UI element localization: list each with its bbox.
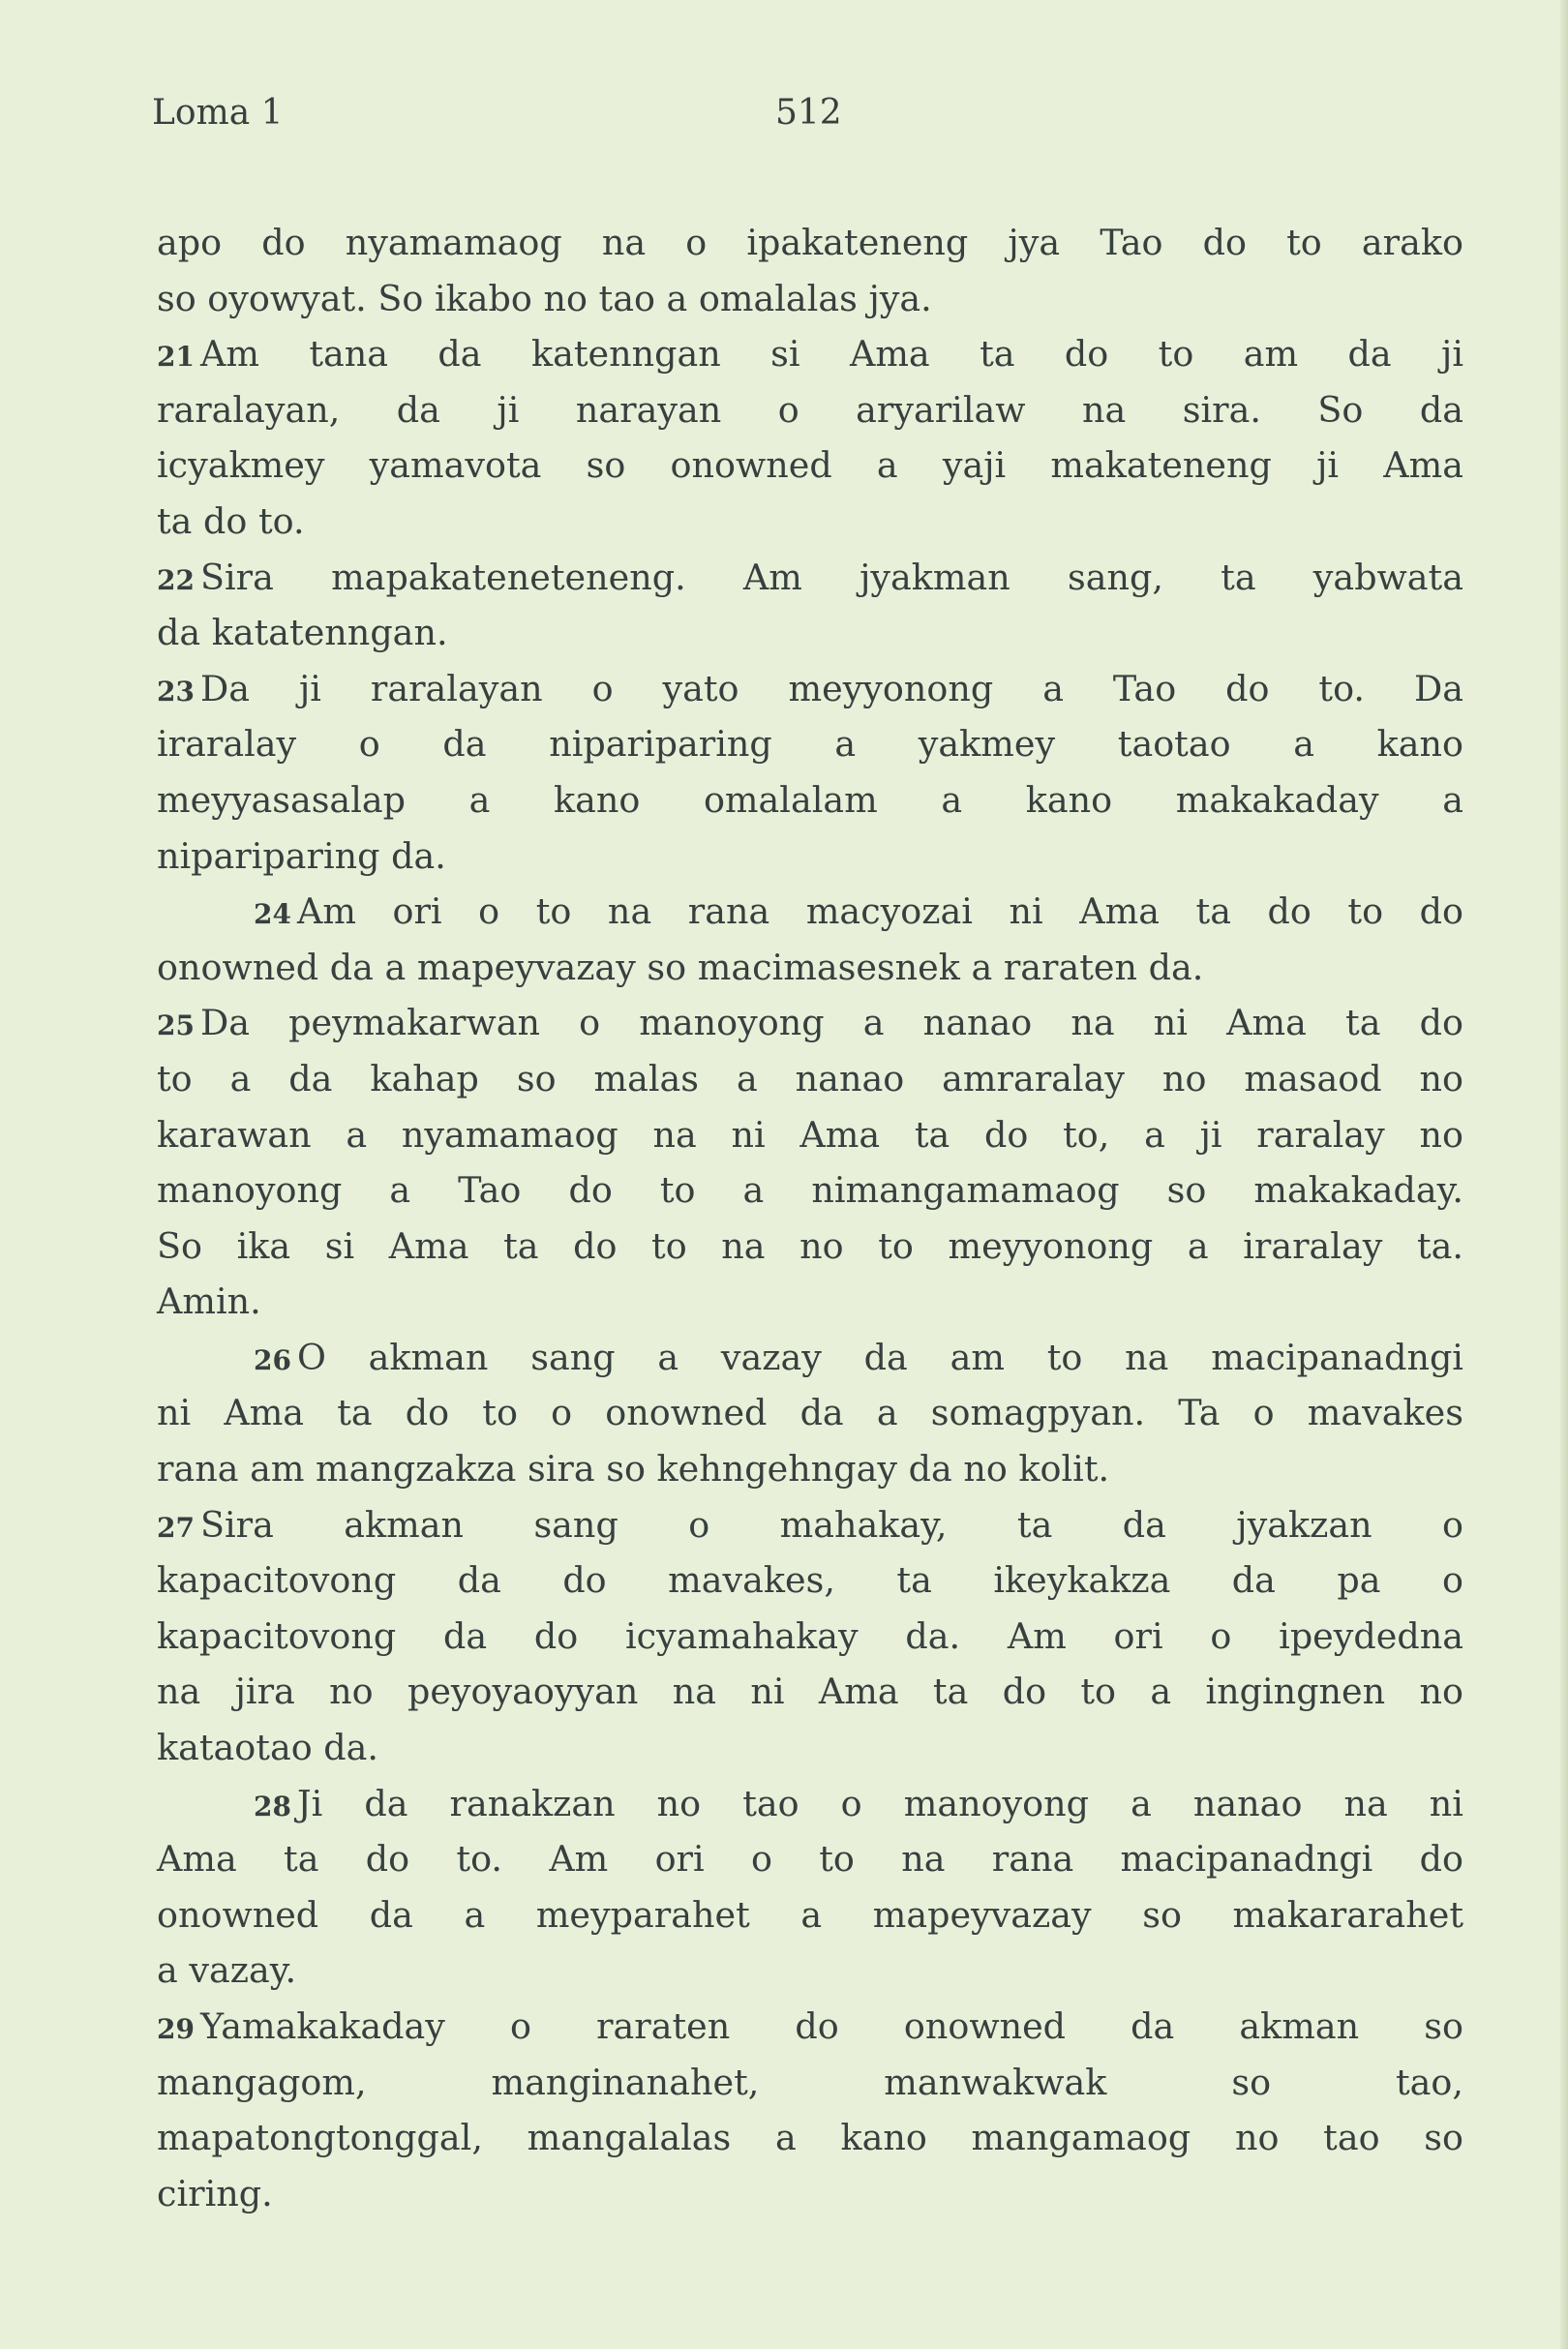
text-line: [157, 1720, 1463, 1776]
text-line: [157, 1552, 1463, 1609]
verse-start-line: [157, 1999, 1463, 2055]
line-text: ciring.: [157, 2172, 273, 2214]
verse-start-line: [157, 1776, 1463, 1832]
text-line: [157, 215, 1463, 271]
text-line: [157, 1831, 1463, 1887]
text-line: [157, 382, 1463, 438]
verse-start-line: [157, 995, 1463, 1051]
verse-number: 22: [157, 563, 195, 596]
text-line: [157, 437, 1463, 494]
line-text: Da ji raralayan o yato meyyonong a Tao do to. Da: [199, 667, 1463, 709]
text-line: [157, 1107, 1463, 1163]
line-text: Yamakakaday o raraten do onowned da akman so: [199, 2005, 1463, 2047]
line-text: onowned da a meyparahet a mapeyvazay so makararahet: [157, 1893, 1463, 1936]
line-text: kapacitovong da do icyamahakay da. Am ori o ipeydedna: [157, 1614, 1463, 1657]
line-text: Am tana da katenngan si Ama ta do to am da ji: [199, 333, 1463, 376]
line-text: mangagom, manginanahet, manwakwak so tao,: [157, 2061, 1463, 2103]
line-text: na jira no peyoyaoyyan na ni Ama ta do to a ingingnen no: [157, 1671, 1463, 1713]
line-text: So ika si Ama ta do to na no to meyyonong a iraralay ta.: [157, 1224, 1463, 1267]
verse-number: 25: [157, 1009, 195, 1042]
text-line: [157, 2055, 1463, 2111]
verse-number: 26: [254, 1343, 291, 1376]
text-line: [157, 2110, 1463, 2166]
line-text: nipariparing da.: [157, 834, 446, 877]
verse-number: 24: [254, 898, 291, 931]
text-line: [157, 716, 1463, 772]
line-text: Ama ta do to. Am ori o to na rana macipanadngi do: [157, 1838, 1463, 1881]
line-text: rana am mangzakza sira so kehngehngay da no kolit.: [157, 1448, 1110, 1491]
line-text: so oyowyat. So ikabo no tao a omalalas jya.: [157, 277, 932, 319]
book-chapter-title: Loma 1: [152, 93, 284, 133]
line-text: raralayan, da ji narayan o aryarilaw na sira. So da: [157, 388, 1463, 431]
running-header: [152, 93, 849, 141]
line-text: Ji da ranakzan no tao o manoyong a nanao na ni: [296, 1782, 1463, 1824]
text-line: [157, 1219, 1463, 1275]
line-text: ni Ama ta do to o onowned da a somagpyan. Ta o mavakes: [157, 1392, 1463, 1434]
text-line: [157, 494, 1463, 550]
text-line: [157, 940, 1463, 996]
text-line: [157, 1942, 1463, 1999]
verse-start-line: [157, 326, 1463, 382]
verse-start-line: [157, 550, 1463, 606]
text-line: [157, 1274, 1463, 1330]
verse-start-line: [157, 661, 1463, 717]
line-text: iraralay o da nipariparing a yakmey taotao a kano: [157, 723, 1463, 766]
line-text: icyakmey yamavota so onowned a yaji makateneng ji Ama: [157, 444, 1463, 487]
page-edge-shadow: [1560, 0, 1568, 2349]
line-text: a vazay.: [157, 1949, 297, 1992]
verse-start-line: [157, 884, 1463, 940]
verse-start-line: [157, 1330, 1463, 1386]
text-line: [157, 828, 1463, 885]
verse-number: 23: [157, 675, 195, 708]
page-number: 512: [775, 93, 842, 133]
line-text: Amin.: [157, 1280, 261, 1323]
line-text: Am ori o to na rana macyozai ni Ama ta do to do: [296, 890, 1463, 933]
text-line: [157, 772, 1463, 828]
text-line: [157, 1609, 1463, 1665]
verse-number: 27: [157, 1511, 195, 1544]
text-line: [157, 2166, 1463, 2222]
line-text: mapatongtonggal, mangalalas a kano mangamaog no tao so: [157, 2117, 1463, 2159]
verse-start-line: [157, 1497, 1463, 1553]
text-line: [157, 1051, 1463, 1107]
line-text: Da peymakarwan o manoyong a nanao na ni Ama ta do: [199, 1002, 1463, 1044]
text-line: [157, 1664, 1463, 1720]
line-text: meyyasasalap a kano omalalam a kano makakaday a: [157, 778, 1463, 821]
line-text: O akman sang a vazay da am to na macipanadngi: [296, 1336, 1463, 1378]
line-text: onowned da a mapeyvazay so macimasesnek a raraten da.: [157, 946, 1204, 988]
line-text: manoyong a Tao do to a nimangamamaog so makakaday.: [157, 1169, 1463, 1212]
text-line: [157, 1887, 1463, 1943]
line-text: apo do nyamamaog na o ipakateneng jya Tao do to arako: [157, 222, 1463, 263]
line-text: ta do to.: [157, 499, 305, 542]
text-line: [157, 1162, 1463, 1219]
line-text: karawan a nyamamaog na ni Ama ta do to, a ji raralay no: [157, 1113, 1463, 1156]
line-text: Sira mapakateneteneng. Am jyakman sang, ta yabwata: [199, 556, 1463, 598]
text-line: [157, 271, 1463, 327]
verse-number: 28: [254, 1790, 291, 1822]
line-text: kataotao da.: [157, 1727, 379, 1769]
verse-number: 29: [157, 2013, 195, 2045]
text-line: [157, 1441, 1463, 1497]
line-text: to a da kahap so malas a nanao amraralay no masaod no: [157, 1057, 1463, 1099]
text-line: [157, 1385, 1463, 1441]
scripture-text-body: [157, 215, 1463, 2221]
verse-number: 21: [157, 341, 195, 374]
line-text: da katatenngan.: [157, 612, 448, 654]
line-text: kapacitovong da do mavakes, ta ikeykakza da pa o: [157, 1559, 1463, 1602]
text-line: [157, 605, 1463, 661]
line-text: Sira akman sang o mahakay, ta da jyakzan o: [199, 1503, 1463, 1546]
